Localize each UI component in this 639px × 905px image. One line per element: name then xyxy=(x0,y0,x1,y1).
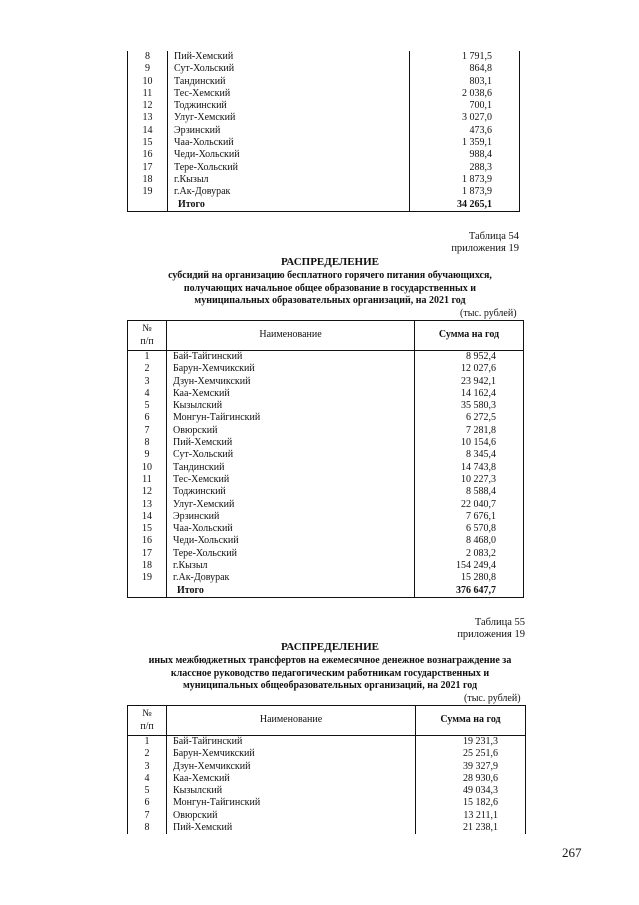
row-number: 3 xyxy=(128,376,167,388)
row-number: 15 xyxy=(128,523,167,535)
row-sum: 10 154,6 xyxy=(415,437,524,449)
table54-title: РАСПРЕДЕЛЕНИЕ xyxy=(280,256,379,268)
row-sum: 21 238,1 xyxy=(416,822,526,834)
row-name: Монгун-Тайгинский xyxy=(167,412,415,424)
page-number: 267 xyxy=(562,845,582,860)
row-name: г.Ак-Довурак xyxy=(167,572,415,584)
table54-header-sum: Сумма на год xyxy=(415,321,524,351)
table55-title: РАСПРЕДЕЛЕНИЕ xyxy=(280,641,379,653)
table55-header-sum: Сумма на год xyxy=(416,706,526,736)
row-name: Пий-Хемский xyxy=(168,51,410,63)
row-sum: 23 942,1 xyxy=(415,376,524,388)
table-row xyxy=(128,810,526,822)
row-number: 18 xyxy=(128,560,167,572)
table-row xyxy=(128,437,524,449)
row-sum: 12 027,6 xyxy=(415,363,524,375)
row-sum: 988,4 xyxy=(410,149,520,161)
table55-header-name: Наименование xyxy=(167,706,416,736)
table-row xyxy=(128,511,524,523)
row-name: Бай-Тайгинский xyxy=(167,736,416,749)
table-continuation xyxy=(127,51,520,212)
row-name: Тандинский xyxy=(167,462,415,474)
row-number: 14 xyxy=(128,125,168,137)
row-name: Кызылский xyxy=(167,785,416,797)
table-row xyxy=(128,748,526,760)
row-sum: 7 281,8 xyxy=(415,425,524,437)
row-sum: 25 251,6 xyxy=(416,748,526,760)
table55-unit: (тыс. рублей) xyxy=(464,693,521,704)
row-number: 17 xyxy=(128,548,167,560)
row-name: Чеди-Хольский xyxy=(167,535,415,547)
row-number: 6 xyxy=(128,412,167,424)
row-name: Барун-Хемчикский xyxy=(167,748,416,760)
table-row xyxy=(128,125,520,137)
row-name: Эрзинский xyxy=(167,511,415,523)
table-row xyxy=(128,797,526,809)
table-row xyxy=(128,773,526,785)
row-number: 2 xyxy=(128,748,167,760)
table54-header-num-line1: № xyxy=(142,323,152,335)
row-sum: 288,3 xyxy=(410,162,520,174)
row-number: 6 xyxy=(128,797,167,809)
row-sum: 22 040,7 xyxy=(415,499,524,511)
row-number: 9 xyxy=(128,63,168,75)
table-row xyxy=(128,63,520,75)
row-sum: 1 359,1 xyxy=(410,137,520,149)
row-name: Улуг-Хемский xyxy=(167,499,415,511)
total-sum: 34 265,1 xyxy=(410,199,520,212)
table-row xyxy=(128,449,524,461)
table-row xyxy=(128,425,524,437)
row-name: Дзун-Хемчикский xyxy=(167,376,415,388)
row-name: г.Кызыл xyxy=(167,560,415,572)
table-row xyxy=(128,548,524,560)
table-row xyxy=(128,412,524,424)
table55-caption xyxy=(400,617,525,641)
row-name: Каа-Хемский xyxy=(167,773,416,785)
row-name: Кызылский xyxy=(167,400,415,412)
row-number: 12 xyxy=(128,100,168,112)
table55-header-num xyxy=(128,706,167,736)
row-sum: 154 249,4 xyxy=(415,560,524,572)
row-number: 7 xyxy=(128,425,167,437)
table-row xyxy=(128,736,526,749)
table55-body xyxy=(128,736,526,835)
row-sum: 1 791,5 xyxy=(410,51,520,63)
table-row xyxy=(128,112,520,124)
total-sum: 376 647,7 xyxy=(415,585,524,598)
row-number: 5 xyxy=(128,785,167,797)
row-name: Пий-Хемский xyxy=(167,822,416,834)
table-continuation-body xyxy=(128,51,520,211)
row-number: 12 xyxy=(128,486,167,498)
row-number: 1 xyxy=(128,351,167,364)
total-empty-cell xyxy=(128,585,167,598)
row-number: 8 xyxy=(128,51,168,63)
table-row xyxy=(128,400,524,412)
table54-header-num-line2: п/п xyxy=(140,335,154,347)
total-empty-cell xyxy=(128,199,168,212)
row-name: Чаа-Хольский xyxy=(167,523,415,535)
table-row xyxy=(128,560,524,572)
row-name: Каа-Хемский xyxy=(167,388,415,400)
table54-subtitle xyxy=(120,270,540,308)
table-row xyxy=(128,499,524,511)
table54-caption-appendix: приложения 19 xyxy=(451,243,519,254)
table54-subtitle-line: получающих начальное общее образование в государственных и xyxy=(183,282,477,294)
row-name: Улуг-Хемский xyxy=(168,112,410,124)
row-name: Тес-Хемский xyxy=(168,88,410,100)
row-number: 16 xyxy=(128,149,168,161)
table-row xyxy=(128,376,524,388)
row-number: 4 xyxy=(128,773,167,785)
table54-header-name: Наименование xyxy=(167,321,415,351)
row-number: 10 xyxy=(128,76,168,88)
row-number: 19 xyxy=(128,572,167,584)
table54-subtitle-line: муниципальных образовательных организаций, на 2021 год xyxy=(194,295,466,306)
table-row xyxy=(128,149,520,161)
row-sum: 6 570,8 xyxy=(415,523,524,535)
table-row xyxy=(128,51,520,63)
row-number: 1 xyxy=(128,736,167,749)
table-row xyxy=(128,100,520,112)
row-sum: 2 083,2 xyxy=(415,548,524,560)
row-name: Бай-Тайгинский xyxy=(167,351,415,364)
row-sum: 39 327,9 xyxy=(416,761,526,773)
row-name: Овюрский xyxy=(167,810,416,822)
row-sum: 15 182,6 xyxy=(416,797,526,809)
row-number: 2 xyxy=(128,363,167,375)
row-sum: 19 231,3 xyxy=(416,736,526,749)
row-sum: 35 580,3 xyxy=(415,400,524,412)
table54-body xyxy=(128,351,524,598)
row-name: Сут-Хольский xyxy=(168,63,410,75)
row-sum: 1 873,9 xyxy=(410,174,520,186)
row-name: Барун-Хемчикский xyxy=(167,363,415,375)
row-sum: 7 676,1 xyxy=(415,511,524,523)
row-sum: 8 468,0 xyxy=(415,535,524,547)
row-sum: 14 162,4 xyxy=(415,388,524,400)
row-sum: 864,8 xyxy=(410,63,520,75)
row-sum: 10 227,3 xyxy=(415,474,524,486)
row-sum: 15 280,8 xyxy=(415,572,524,584)
row-name: Тандинский xyxy=(168,76,410,88)
row-number: 13 xyxy=(128,112,168,124)
table-row xyxy=(128,388,524,400)
row-number: 18 xyxy=(128,174,168,186)
row-name: Пий-Хемский xyxy=(167,437,415,449)
table55 xyxy=(127,705,526,834)
total-label: Итого xyxy=(168,199,410,212)
table-row xyxy=(128,523,524,535)
row-sum: 700,1 xyxy=(410,100,520,112)
row-number: 19 xyxy=(128,186,168,198)
table54 xyxy=(127,320,524,598)
row-sum: 13 211,1 xyxy=(416,810,526,822)
row-name: Тоджинский xyxy=(168,100,410,112)
row-name: Чеди-Хольский xyxy=(168,149,410,161)
table54-caption-number: Таблица 54 xyxy=(468,231,519,242)
table55-header-num-line2: п/п xyxy=(140,720,154,732)
table-row xyxy=(128,572,524,584)
row-name: Чаа-Хольский xyxy=(168,137,410,149)
table-row xyxy=(128,474,524,486)
row-number: 13 xyxy=(128,499,167,511)
table54-caption xyxy=(400,231,519,255)
row-sum: 3 027,0 xyxy=(410,112,520,124)
row-number: 11 xyxy=(128,474,167,486)
row-number: 4 xyxy=(128,388,167,400)
row-number: 17 xyxy=(128,162,168,174)
row-number: 11 xyxy=(128,88,168,100)
table-row xyxy=(128,162,520,174)
table-row xyxy=(128,363,524,375)
table55-subtitle xyxy=(110,655,550,693)
row-name: г.Кызыл xyxy=(168,174,410,186)
row-number: 15 xyxy=(128,137,168,149)
row-name: г.Ак-Довурак xyxy=(168,186,410,198)
table-row xyxy=(128,761,526,773)
table55-subtitle-line: иных межбюджетных трансфертов на ежемесячное денежное вознаграждение за xyxy=(148,655,512,666)
table55-subtitle-line: классное руководство педагогическим работникам государственных и xyxy=(170,667,490,679)
row-sum: 6 272,5 xyxy=(415,412,524,424)
row-number: 7 xyxy=(128,810,167,822)
table-row xyxy=(128,76,520,88)
row-number: 8 xyxy=(128,437,167,449)
row-number: 16 xyxy=(128,535,167,547)
table-row xyxy=(128,822,526,834)
total-row xyxy=(128,585,524,598)
row-sum: 2 038,6 xyxy=(410,88,520,100)
table-row xyxy=(128,351,524,364)
row-sum: 473,6 xyxy=(410,125,520,137)
row-sum: 49 034,3 xyxy=(416,785,526,797)
row-sum: 8 588,4 xyxy=(415,486,524,498)
table54-subtitle-line: субсидий на организацию бесплатного горячего питания обучающихся, xyxy=(168,270,492,281)
row-name: Тес-Хемский xyxy=(167,474,415,486)
row-name: Тере-Хольский xyxy=(168,162,410,174)
row-sum: 1 873,9 xyxy=(410,186,520,198)
row-number: 9 xyxy=(128,449,167,461)
table-row xyxy=(128,186,520,198)
row-sum: 28 930,6 xyxy=(416,773,526,785)
row-sum: 8 345,4 xyxy=(415,449,524,461)
row-number: 5 xyxy=(128,400,167,412)
row-sum: 8 952,4 xyxy=(415,351,524,364)
row-sum: 803,1 xyxy=(410,76,520,88)
row-name: Тере-Хольский xyxy=(167,548,415,560)
table-row xyxy=(128,486,524,498)
row-name: Сут-Хольский xyxy=(167,449,415,461)
table55-caption-appendix: приложения 19 xyxy=(457,629,525,640)
row-name: Овюрский xyxy=(167,425,415,437)
total-label: Итого xyxy=(167,585,415,598)
row-name: Тоджинский xyxy=(167,486,415,498)
table55-header-num-line1: № xyxy=(142,708,152,720)
table55-subtitle-line: муниципальных общеобразовательных организаций, на 2021 год xyxy=(182,680,478,691)
total-row xyxy=(128,199,520,212)
table54-unit: (тыс. рублей) xyxy=(460,308,517,319)
row-name: Эрзинский xyxy=(168,125,410,137)
table55-caption-number: Таблица 55 xyxy=(474,617,525,628)
row-name: Монгун-Тайгинский xyxy=(167,797,416,809)
table54-header-num xyxy=(128,321,167,351)
table-row xyxy=(128,174,520,186)
row-number: 10 xyxy=(128,462,167,474)
table-row xyxy=(128,462,524,474)
row-number: 3 xyxy=(128,761,167,773)
row-name: Дзун-Хемчикский xyxy=(167,761,416,773)
table-row xyxy=(128,785,526,797)
table-row xyxy=(128,137,520,149)
table-row xyxy=(128,535,524,547)
row-number: 8 xyxy=(128,822,167,834)
row-number: 14 xyxy=(128,511,167,523)
row-sum: 14 743,8 xyxy=(415,462,524,474)
table-row xyxy=(128,88,520,100)
